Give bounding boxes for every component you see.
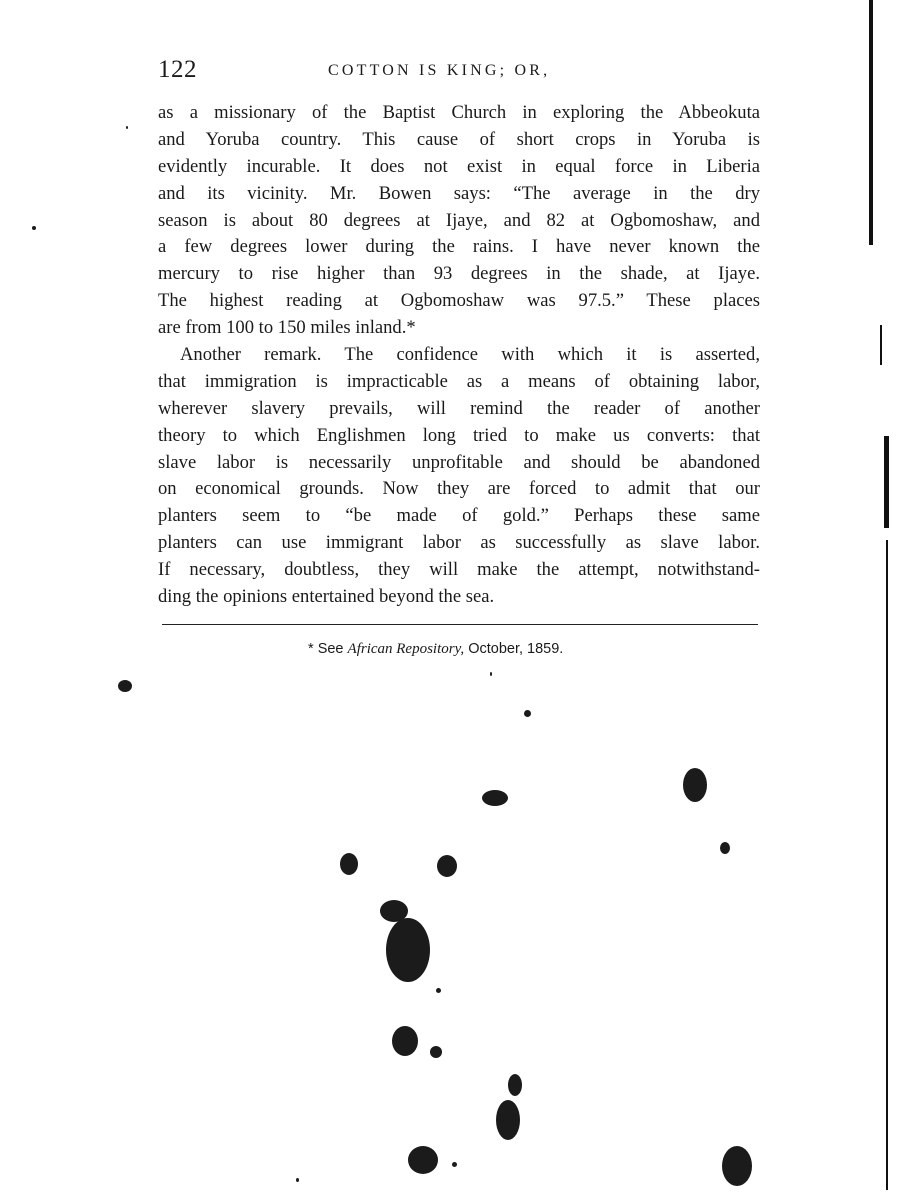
page-header <box>158 56 762 90</box>
text-line: and its vicinity. Mr. Bowen says: “The average in the dry <box>158 182 760 204</box>
text-line: planters can use immigrant labor as successfully as slave labor. <box>158 532 760 554</box>
ink-blot <box>408 1146 438 1174</box>
ink-blot <box>524 710 531 717</box>
ink-blot <box>508 1074 522 1096</box>
footnote-divider <box>162 624 758 625</box>
ink-blot <box>430 1046 442 1058</box>
text-line: and Yoruba country. This cause of short crops in Yoruba is <box>158 128 760 150</box>
text-line: Another remark. The confidence with which it is asserted, <box>180 344 760 366</box>
text-line: theory to which Englishmen long tried to make us converts: that <box>158 424 760 446</box>
ink-speck <box>32 226 36 230</box>
ink-speck <box>436 988 441 993</box>
ink-blot <box>722 1146 752 1186</box>
text-line: mercury to rise higher than 93 degrees in the shade, at Ijaye. <box>158 263 760 285</box>
binding-edge-shadow <box>884 436 889 528</box>
text-line: slave labor is necessarily unprofitable and should be abandoned <box>158 451 760 473</box>
ink-speck <box>452 1162 457 1167</box>
text-line: that immigration is impracticable as a means of obtaining labor, <box>158 370 760 392</box>
footnote-title: African Repository, <box>347 641 465 657</box>
footnote-prefix: See <box>317 641 344 657</box>
text-line: wherever slavery prevails, will remind the reader of another <box>158 397 760 419</box>
running-head: COTTON IS KING; OR, <box>328 62 551 79</box>
ink-blot <box>118 680 132 692</box>
ink-speck <box>126 126 128 129</box>
ink-blot <box>482 790 508 806</box>
ink-blot <box>340 853 358 875</box>
binding-edge-shadow <box>869 0 873 245</box>
text-line: evidently incurable. It does not exist in equal force in Liberia <box>158 155 760 177</box>
ink-speck <box>490 672 492 676</box>
text-line: The highest reading at Ogbomoshaw was 97.5.” These places <box>158 290 760 312</box>
text-line: on economical grounds. Now they are forced to admit that our <box>158 478 760 500</box>
ink-blot <box>683 768 707 802</box>
text-line: are from 100 to 150 miles inland.* <box>158 317 416 339</box>
text-line: If necessary, doubtless, they will make the attempt, notwithstand- <box>158 559 760 581</box>
ink-blot <box>392 1026 418 1056</box>
text-line: season is about 80 degrees at Ijaye, and 82 at Ogbomoshaw, and <box>158 209 760 231</box>
ink-blot <box>720 842 730 854</box>
ink-blot <box>437 855 457 877</box>
body-text <box>158 100 760 611</box>
text-line: as a missionary of the Baptist Church in exploring the Abbeokuta <box>158 102 760 123</box>
binding-edge-shadow <box>886 540 888 1190</box>
text-line: ding the opinions entertained beyond the sea. <box>158 586 495 608</box>
ink-blot <box>386 918 430 982</box>
footnote-suffix: October, 1859. <box>468 641 564 657</box>
text-line: planters seem to “be made of gold.” Perhaps these same <box>158 505 760 527</box>
binding-edge-shadow <box>880 325 882 365</box>
footnote-marker: * <box>308 641 314 657</box>
ink-blot <box>496 1100 520 1140</box>
page-number: 122 <box>158 56 197 83</box>
ink-speck <box>296 1178 299 1182</box>
text-line: a few degrees lower during the rains. I have never known the <box>158 236 760 258</box>
footnote <box>308 641 563 658</box>
